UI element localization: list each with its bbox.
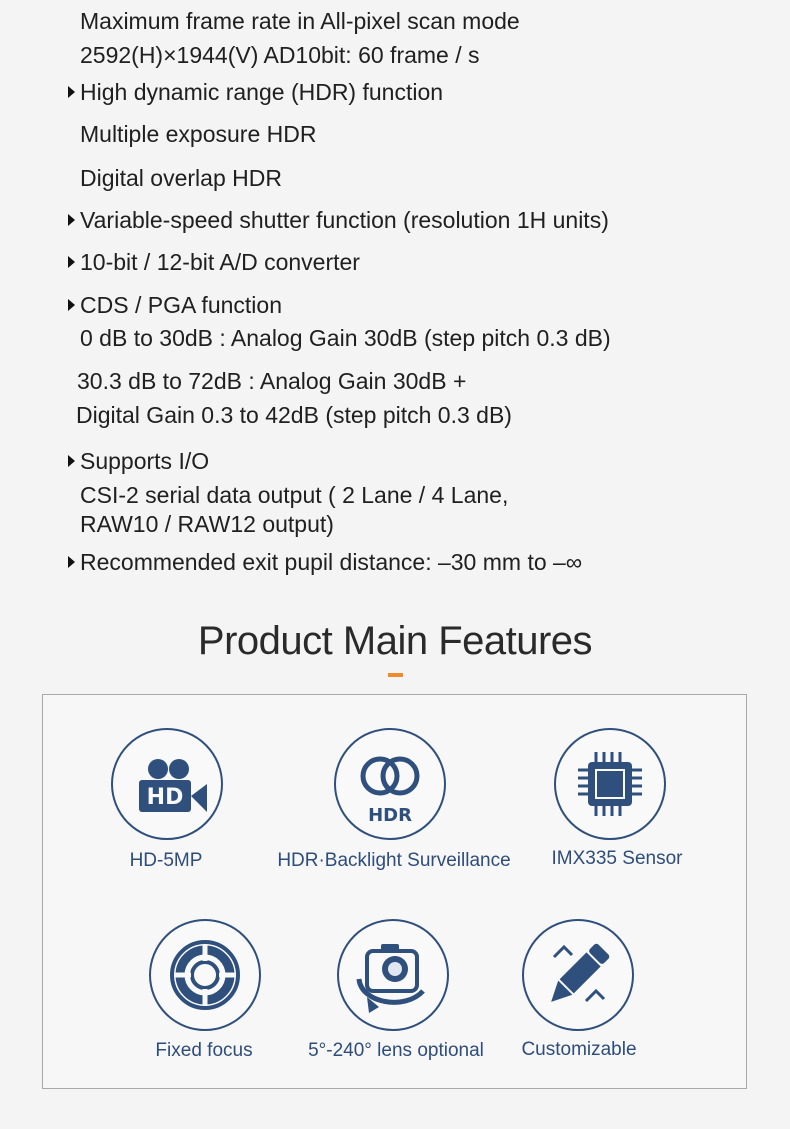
spec-bullet-line: Variable-speed shutter function (resolution 1H units) <box>80 207 609 233</box>
lifebuoy-icon <box>149 919 261 1031</box>
pencil-icon <box>522 919 634 1031</box>
spec-line: CSI-2 serial data output ( 2 Lane / 4 Lane, <box>80 482 509 508</box>
camera-rotate-icon <box>337 919 449 1031</box>
spec-line: Digital Gain 0.3 to 42dB (step pitch 0.3 dB) <box>76 402 512 428</box>
hd-icon-text: HD <box>146 785 184 810</box>
hd-camera-icon <box>111 728 223 840</box>
spec-line: 30.3 dB to 72dB : Analog Gain 30dB + <box>77 368 467 394</box>
spec-bullet-line: High dynamic range (HDR) function <box>80 79 444 105</box>
feature-label-hd: HD-5MP <box>129 850 203 871</box>
hdr-icon <box>334 728 446 840</box>
feature-label-lens: 5°-240° lens optional <box>308 1040 484 1061</box>
spec-line: 2592(H)×1944(V) AD10bit: 60 frame / s <box>80 42 480 68</box>
spec-bullet-line: 10-bit / 12-bit A/D converter <box>80 249 360 275</box>
spec-bullet-line: CDS / PGA function <box>80 292 282 318</box>
feature-label-sensor: IMX335 Sensor <box>551 848 683 869</box>
spec-bullet-line: Recommended exit pupil distance: –30 mm to –∞ <box>80 549 583 575</box>
spec-line: Maximum frame rate in All-pixel scan mode <box>80 8 520 34</box>
feature-label-hdr: HDR·Backlight Surveillance <box>277 850 511 871</box>
feature-label-focus: Fixed focus <box>155 1040 253 1061</box>
title-underline-accent <box>388 673 403 677</box>
chip-icon <box>554 728 666 840</box>
spec-line: RAW10 / RAW12 output) <box>80 511 334 537</box>
feature-label-custom: Customizable <box>521 1039 637 1060</box>
spec-bullet-line: Supports I/O <box>80 448 210 474</box>
hdr-icon-text: HDR <box>368 805 412 826</box>
spec-line: 0 dB to 30dB : Analog Gain 30dB (step pitch 0.3 dB) <box>80 325 611 351</box>
spec-line: Digital overlap HDR <box>80 165 282 191</box>
section-title: Product Main Features <box>197 619 593 663</box>
spec-line: Multiple exposure HDR <box>80 121 317 147</box>
